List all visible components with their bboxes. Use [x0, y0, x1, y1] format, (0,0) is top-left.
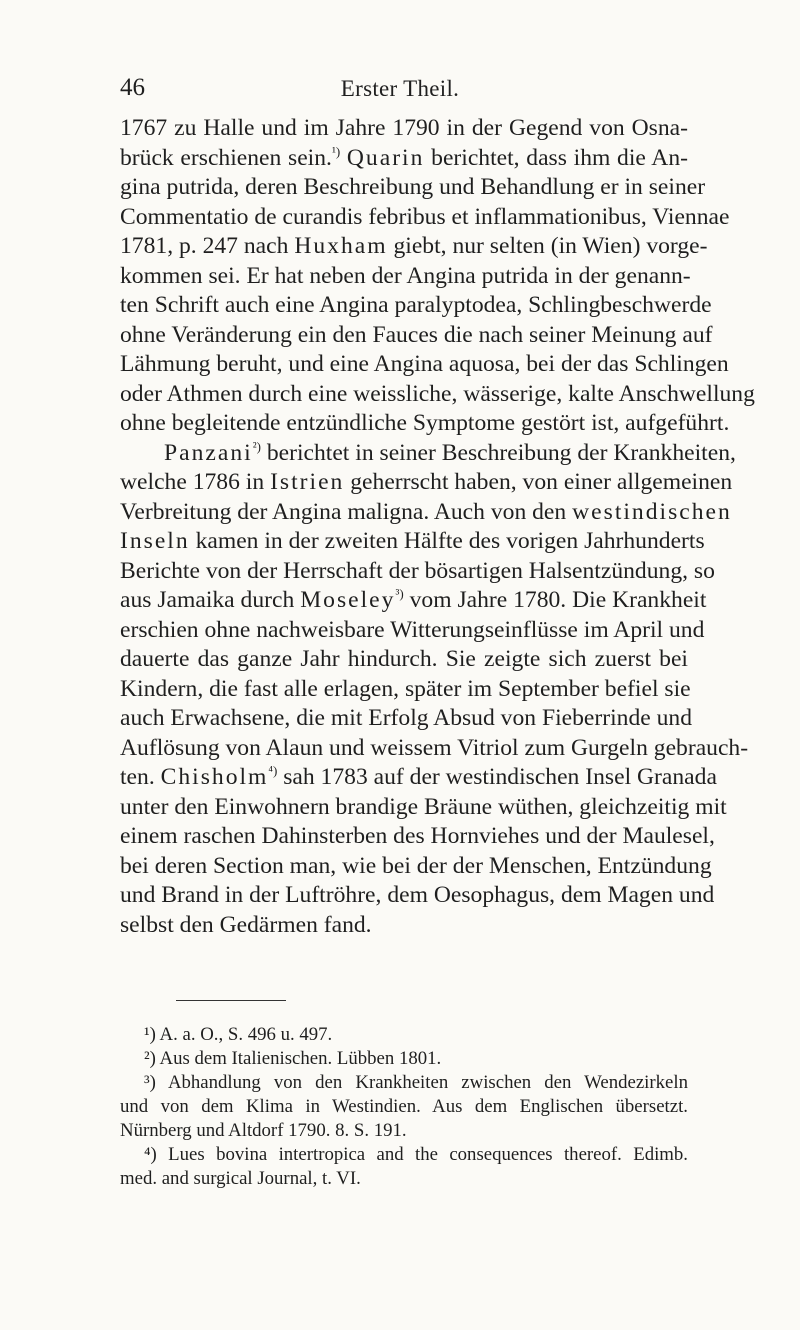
body-text	[120, 114, 755, 940]
footnote-3-cont: und von dem Klima in Westindien. Aus dem Englischen übersetzt.	[120, 1096, 688, 1117]
text-line: ten. Chisholm$^{^4)}$ sah 1783 auf der westindischen Insel Granada	[120, 763, 717, 790]
text-line: welche 1786 in Istrien geherrscht haben, von einer allgemeinen	[120, 469, 733, 495]
text-line: oder Athmen durch eine weissliche, wässerige, kalte Anschwellung	[120, 380, 755, 407]
running-head: Erster Theil.	[340, 76, 460, 101]
footnote-4-cont: med. and surgical Journal, t. VI.	[120, 1168, 361, 1189]
footnote-ref: ³)	[395, 586, 404, 601]
text-line: brück erschienen sein.$^{^1)}$ Quarin berichtet, dass ihm die An-	[120, 143, 688, 171]
text-line: Lähmung beruht, und eine Angina aquosa, bei der das Schlingen	[120, 351, 729, 377]
text-line: einem raschen Dahinsterben des Hornviehes und der Maulesel,	[120, 823, 715, 849]
text-line: 1767 zu Halle und im Jahre 1790 in der Gegend von Osna-	[120, 115, 688, 141]
text-line: Verbreitung der Angina maligna. Auch von den westindischen	[120, 498, 732, 525]
author-name: Quarin	[346, 144, 425, 171]
text-line: ohne begleitende entzündliche Symptome gestört ist, aufgeführt.	[120, 410, 730, 436]
text-line: auch Erwachsene, die mit Erfolg Absud von Fieberrinde und	[120, 705, 692, 731]
text-line: ohne Veränderung ein den Fauces die nach seiner Meinung auf	[120, 321, 713, 348]
place-name: Inseln	[120, 528, 190, 554]
text-line: selbst den Gedärmen fand.	[120, 911, 372, 938]
text-line: kommen sei. Er hat neben der Angina putrida in der genann-	[120, 262, 691, 289]
text-line: Panzani$^{^2)}$ berichtet in seiner Beschreibung der Krankheiten,	[164, 438, 736, 466]
footnote-1: ¹) A. a. O., S. 496 u. 497.	[144, 1024, 333, 1045]
footnote-3-cont: Nürnberg und Altdorf 1790. 8. S. 191.	[120, 1120, 407, 1141]
author-name: Moseley	[300, 587, 396, 613]
author-name: Huxham	[294, 233, 388, 259]
author-name: Chisholm	[160, 764, 269, 790]
text-line: Berichte von der Herrschaft der bösartigen Halsentzündung, so	[120, 557, 715, 584]
text-line: dauerte das ganze Jahr hindurch. Sie zeigte sich zuerst bei	[120, 646, 688, 672]
footnote-4: ⁴) Lues bovina intertropica and the consequences thereof. Edimb.	[144, 1144, 688, 1165]
footnote-3: ³) Abhandlung von den Krankheiten zwischen den Wendezirkeln	[144, 1072, 688, 1093]
place-name: Istrien	[270, 469, 345, 495]
footnotes	[120, 1023, 688, 1191]
page-number: 46	[120, 74, 145, 101]
text-line: Commentatio de curandis febribus et inflammationibus, Viennae	[120, 203, 730, 230]
footnote-separator	[176, 1000, 286, 1001]
text-line: 1781, p. 247 nach Huxham giebt, nur selten (in Wien) vorge-	[120, 233, 708, 259]
text-line: Kindern, die fast alle erlagen, später im September befiel sie	[120, 675, 691, 702]
text-line: bei deren Section man, wie bei der der Menschen, Entzündung	[120, 852, 712, 879]
text-line: gina putrida, deren Beschreibung und Behandlung er in seiner	[120, 174, 706, 200]
page-header	[0, 74, 800, 108]
author-name: Panzani	[164, 439, 253, 466]
text-line: ten Schrift auch eine Angina paralyptodea, Schlingbeschwerde	[120, 292, 712, 318]
text-line: Auflösung von Alaun und weissem Vitriol zum Gurgeln gebrauch-	[120, 734, 749, 761]
text-line: Inseln kamen in der zweiten Hälfte des vorigen Jahrhunderts	[120, 528, 705, 554]
footnote-ref: ⁴)	[268, 763, 278, 778]
text-line: und Brand in der Luftröhre, dem Oesophagus, dem Magen und	[120, 882, 715, 908]
place-name: westindischen	[572, 498, 732, 525]
text-line: aus Jamaika durch Moseley$^{^3)}$ vom Jahre 1780. Die Krankheit	[120, 586, 707, 613]
text-line: erschien ohne nachweisbare Witterungseinflüsse im April und	[120, 616, 705, 643]
footnote-ref: ²)	[252, 438, 261, 454]
text-line: unter den Einwohnern brandige Bräune wüthen, gleichzeitig mit	[120, 793, 727, 820]
footnote-2: ²) Aus dem Italienischen. Lübben 1801.	[144, 1048, 442, 1069]
footnote-ref: ¹)	[331, 143, 341, 159]
